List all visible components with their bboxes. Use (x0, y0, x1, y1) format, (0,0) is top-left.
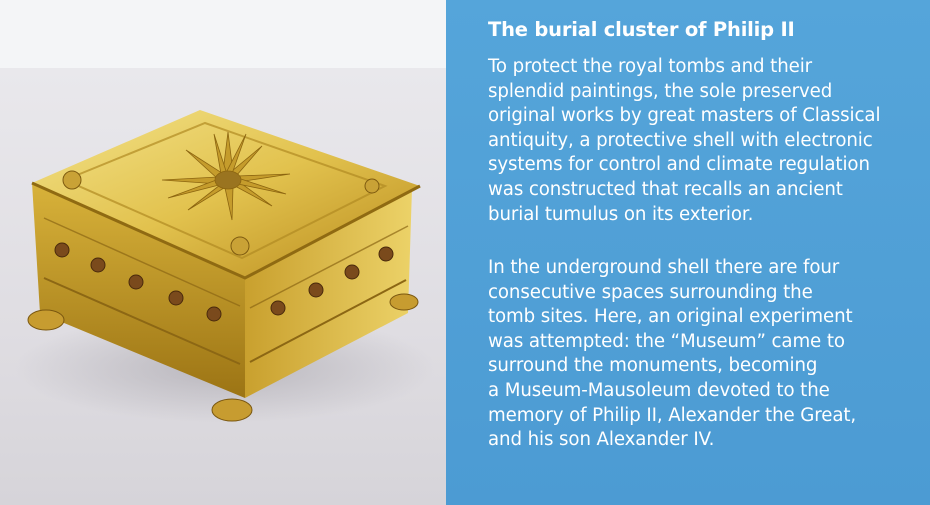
golden-larnax-image (0, 68, 446, 505)
paragraph-2-line: In the underground shell there are four (488, 257, 840, 278)
paragraph-2 (488, 256, 928, 453)
paragraph-1 (488, 55, 928, 227)
paragraph-2-line: tomb sites. Here, an original experiment (488, 306, 853, 328)
paragraph-1-line: systems for control and climate regulation (488, 154, 870, 176)
paragraph-2-line: was attempted: the “Museum” came to (488, 330, 845, 352)
photo-panel (0, 0, 446, 505)
paragraph-2-line: consecutive spaces surrounding the (488, 281, 813, 303)
paragraph-1-line: was constructed that recalls an ancient (488, 178, 843, 200)
paragraph-1-line: splendid paintings, the sole preserved (488, 80, 833, 102)
heading: The burial cluster of Philip II (488, 18, 795, 41)
paragraph-1-line: antiquity, a protective shell with electronic (488, 129, 873, 151)
paragraph-2-line: a Museum-Mausoleum devoted to the (488, 379, 830, 401)
paragraph-1-line: To protect the royal tombs and their (488, 56, 813, 77)
paragraph-2-line: memory of Philip II, Alexander the Great, (488, 404, 857, 426)
paragraph-1-line: burial tumulus on its exterior. (488, 203, 754, 225)
paragraph-1-line: original works by great masters of Classical (488, 105, 881, 127)
paragraph-2-line: and his son Alexander IV. (488, 429, 715, 451)
paragraph-2-line: surround the monuments, becoming (488, 355, 818, 377)
text-panel (446, 0, 930, 505)
